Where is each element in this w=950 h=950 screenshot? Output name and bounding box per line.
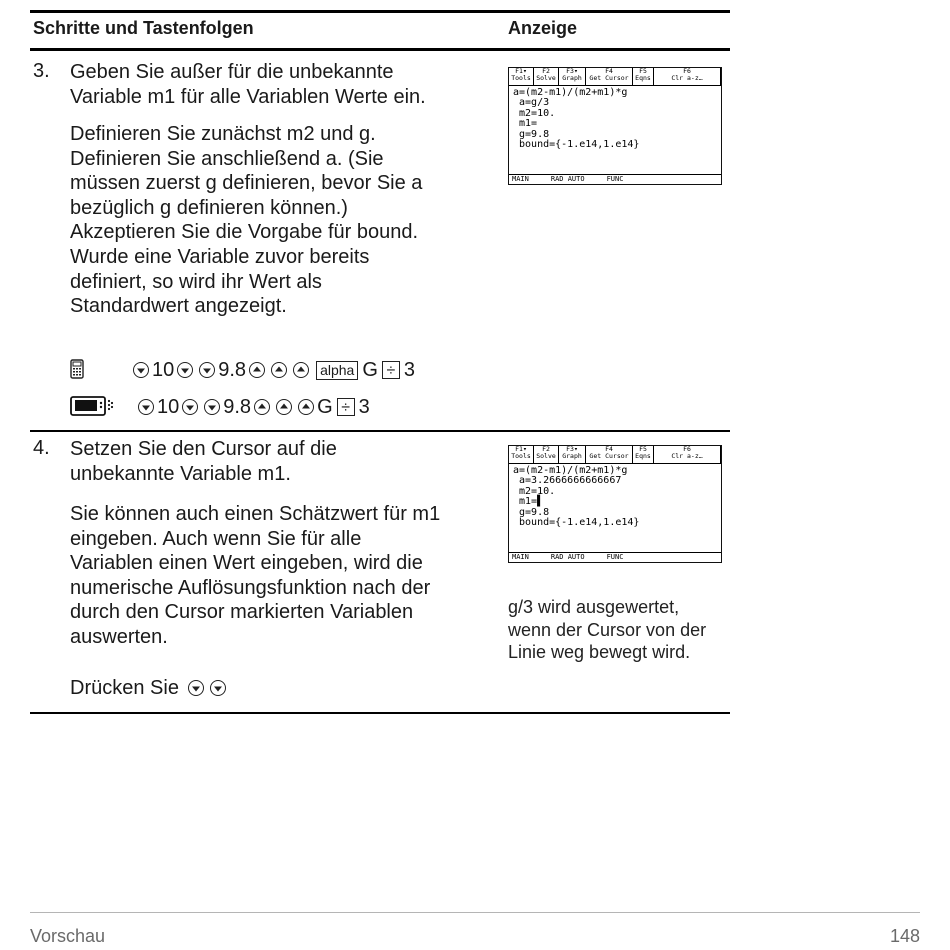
screen-status-bar [509, 552, 721, 562]
divide-key: ÷ [337, 398, 355, 416]
toolbar-tab: F4 Get Cursor [586, 68, 633, 85]
key-value: G [362, 358, 378, 381]
step-paragraph: Setzen Sie den Cursor auf die unbekannte Variable m1. [70, 438, 337, 485]
toolbar-tab: F1▾ Tools [509, 446, 534, 463]
footer-rule [30, 912, 920, 913]
up-arrow-key-icon [298, 399, 314, 415]
display-note: g/3 wird ausgewertet, wenn der Cursor von der Linie weg bewegt wird. [508, 597, 707, 662]
down-arrow-key-icon [133, 362, 149, 378]
down-arrow-key-icon [177, 362, 193, 378]
toolbar-tab: F3▾ Graph [559, 446, 586, 463]
step-paragraph: Definieren Sie zunächst m2 und g. Definieren Sie anschließend a. (Sie müssen zuerst g definieren, bevor Sie a bezüglich g definieren können.) Akzeptieren Sie die Vorgabe für bound. Wurde eine Variable zuvor bereits definiert, so wird ihr Wert als Standardwert angezeigt. [70, 123, 423, 318]
down-arrow-key-icon [188, 680, 204, 696]
toolbar-tab: F1▾ Tools [509, 68, 534, 85]
up-arrow-key-icon [276, 399, 292, 415]
key-value: 10 [152, 358, 175, 381]
footer-section-title: Vorschau [30, 926, 106, 946]
divide-key: ÷ [382, 361, 400, 379]
status-item: MAIN [512, 553, 529, 561]
toolbar-tab: F5 Eqns [633, 68, 654, 85]
key-value: 9.8 [218, 358, 247, 381]
alpha-key: alpha [316, 361, 358, 380]
key-value: G [317, 395, 333, 418]
step-number: 4. [33, 437, 50, 459]
step-instruction: Drücken Sie [70, 676, 179, 699]
key-value: 9.8 [223, 395, 252, 418]
down-arrow-key-icon [210, 680, 226, 696]
status-item: FUNC [606, 553, 624, 561]
keystroke-sequence [130, 358, 415, 382]
down-arrow-key-icon [138, 399, 154, 415]
down-arrow-key-icon [182, 399, 198, 415]
keystroke-sequence [135, 395, 370, 419]
step-divider [30, 430, 730, 432]
screen-lines: a=(m2-m1)/(m2+m1)*g a=3.2666666666667 m2=10. m1=▌ g=9.8 bound={-1.e14,1.e14} [513, 465, 640, 529]
status-item: RAD AUTO [550, 175, 585, 183]
down-arrow-key-icon [199, 362, 215, 378]
up-arrow-key-icon [293, 362, 309, 378]
screen-lines: a=(m2-m1)/(m2+m1)*g a=g/3 m2=10. m1= g=9.8 bound={-1.e14,1.e14} [513, 87, 640, 151]
key-value: 3 [358, 395, 370, 418]
page-number: 148 [889, 926, 920, 946]
column-header-steps: Schritte und Tastenfolgen [33, 18, 254, 38]
step-paragraph: Geben Sie außer für die unbekannte Variable m1 für alle Variablen Werte ein. [70, 61, 426, 108]
toolbar-tab: F4 Get Cursor [586, 446, 633, 463]
status-item: FUNC [606, 175, 624, 183]
calculator-icon [70, 359, 84, 384]
toolbar-tab: F6 Clr a-z… [654, 446, 721, 463]
keystroke-sequence [70, 676, 229, 700]
header-rule [30, 48, 730, 51]
top-rule [30, 10, 730, 13]
down-arrow-key-icon [204, 399, 220, 415]
key-value: 10 [157, 395, 180, 418]
status-item: MAIN [512, 175, 529, 183]
toolbar-tab: F2 Solve [534, 446, 559, 463]
step-paragraph: Sie können auch einen Schätzwert für m1 eingeben. Auch wenn Sie für alle Variablen einen Wert eingeben, wird die numerische Auflösungsfunktion nach der durch den Cursor markierten Variablen auswerten. [70, 503, 441, 648]
screen-toolbar [509, 446, 721, 464]
up-arrow-key-icon [271, 362, 287, 378]
column-header-display: Anzeige [508, 18, 578, 38]
toolbar-tab: F6 Clr a-z… [654, 68, 721, 85]
toolbar-tab: F5 Eqns [633, 446, 654, 463]
voyage-keyboard-icon [70, 395, 114, 422]
up-arrow-key-icon [249, 362, 265, 378]
calculator-screen [508, 445, 722, 563]
bottom-rule [30, 712, 730, 714]
screen-status-bar [509, 174, 721, 184]
key-value: 3 [403, 358, 416, 381]
calculator-screen [508, 67, 722, 185]
step-number: 3. [33, 60, 50, 82]
up-arrow-key-icon [254, 399, 270, 415]
status-item: RAD AUTO [550, 553, 585, 561]
screen-toolbar [509, 68, 721, 86]
toolbar-tab: F2 Solve [534, 68, 559, 85]
toolbar-tab: F3▾ Graph [559, 68, 586, 85]
